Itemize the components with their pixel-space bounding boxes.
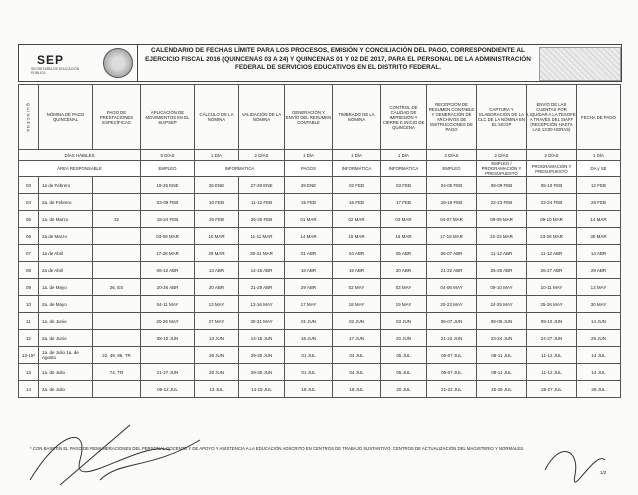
table-cell: 18 MAY — [333, 296, 381, 313]
days-cell: 2 DÍAS — [239, 150, 285, 161]
logo-text: SEP — [37, 53, 65, 67]
table-cell: 04-05 FEB — [427, 177, 477, 194]
table-cell: 06 — [19, 228, 39, 245]
col-header: CAPTURA Y ELABORACIÓN DE LA CLC DE LA NÓMINA EN EL SICOP — [477, 85, 527, 150]
table-cell: 02 FEB — [333, 177, 381, 194]
days-cell: 2 DÍAS — [477, 150, 527, 161]
page-number: 1/2 — [600, 470, 607, 475]
table-cell: 18-24 FEB — [141, 211, 195, 228]
table-row — [19, 228, 621, 245]
table-cell: 29 ABR — [285, 279, 333, 296]
table-cell: 03 — [19, 177, 39, 194]
table-cell: 20-26 ABR — [141, 279, 195, 296]
table-cell: 05-10 FEB — [527, 177, 577, 194]
table-cell: 14 JUL — [577, 347, 621, 364]
resp-cell: PAGOS — [285, 161, 333, 177]
col-header: VALIDACIÓN DE LA NÓMINA — [239, 85, 285, 150]
table-cell: 30-31 MAR — [239, 245, 285, 262]
table-cell: 1a. de Julio — [39, 364, 93, 381]
table-cell: 07 — [19, 245, 39, 262]
col-header: CONTROL DE CALIDAD DE IMPRESIÓN Y CIERRE E INICIO DE QUINCENA — [381, 85, 427, 150]
table-row — [19, 347, 621, 364]
table-cell: 17-28 MAR — [141, 245, 195, 262]
table-cell: 20 JUL — [381, 381, 427, 398]
table-cell: 02 MAR — [333, 211, 381, 228]
table-cell: 21-28 ABR — [239, 279, 285, 296]
table-cell: 05 ABR — [381, 245, 427, 262]
resp-cell: INFORMÁTICA — [381, 161, 427, 177]
table-row — [19, 330, 621, 347]
table-cell: 04 — [19, 194, 39, 211]
table-cell: 01 JUL — [285, 364, 333, 381]
table-cell: 22-23 FEB — [477, 194, 527, 211]
resp-cell: EMPLEO — [427, 161, 477, 177]
table-cell: 20-23 MAY — [427, 296, 477, 313]
table-cell: 08 — [19, 262, 39, 279]
table-cell: 19 JUL — [333, 381, 381, 398]
table-cell: 13-16 MAY — [239, 296, 285, 313]
table-cell: 06-12 ABR — [141, 262, 195, 279]
table-cell: 19-25 ENE — [141, 177, 195, 194]
table-cell: 08-08 JUN — [477, 313, 527, 330]
table-cell: 15 MAR — [333, 228, 381, 245]
days-cell: 2 DÍAS — [527, 150, 577, 161]
table-cell: 14 MAR — [577, 211, 621, 228]
table-cell: 05 JUL — [381, 347, 427, 364]
col-header: FECHA DE PAGO — [577, 85, 621, 150]
table-cell: 29-30 JUN — [239, 347, 285, 364]
table-cell: 74, TR — [93, 364, 141, 381]
table-cell — [93, 296, 141, 313]
table-row — [19, 313, 621, 330]
table-cell: 21-22 JUL — [427, 381, 477, 398]
table-cell: 23-24 JUN — [477, 330, 527, 347]
table-cell: 08-11 JUL — [477, 347, 527, 364]
table-cell: 11-12 FEB — [239, 194, 285, 211]
calendar-table — [18, 84, 621, 398]
days-label: DÍAS HÁBILES — [19, 150, 141, 161]
days-cell: 1 DÍA — [195, 150, 239, 161]
table-cell: 06-12 JUL — [141, 381, 195, 398]
table-cell: 2a. de Mayo — [39, 296, 93, 313]
table-cell: 30 MAY — [577, 296, 621, 313]
document-header — [18, 44, 622, 82]
table-cell: 03 JUN — [381, 313, 427, 330]
table-cell: 06-07 JUL — [427, 364, 477, 381]
table-cell: 29 JUL — [577, 381, 621, 398]
days-row — [19, 150, 621, 161]
table-cell: 02 JUN — [333, 313, 381, 330]
col-header: TIMBRADO DE LA NÓMINA — [333, 85, 381, 150]
resp-cell: DA y SE — [577, 161, 621, 177]
table-cell: 1a de Febrero — [39, 177, 93, 194]
table-cell: 08-09 MAR — [477, 211, 527, 228]
table-cell: 04 JUL — [333, 347, 381, 364]
table-cell: 25-26 JUL — [477, 381, 527, 398]
table-cell: 04 JUL — [333, 364, 381, 381]
table-cell: 08-10 JUN — [141, 330, 195, 347]
table-cell: 1a. de Marzo — [39, 211, 93, 228]
table-cell — [93, 381, 141, 398]
table-cell: 01 JUN — [285, 313, 333, 330]
table-cell: 13 MAY — [195, 296, 239, 313]
table-cell: 03 FEB — [381, 177, 427, 194]
table-cell — [93, 177, 141, 194]
table-cell: 09-10 MAY — [477, 279, 527, 296]
table-cell: 2a.de Marzo — [39, 228, 93, 245]
table-cell: 18 ABR — [285, 262, 333, 279]
resp-cell: EMPLEO / PROGRAMACIÓN Y PRESUPUESTO — [477, 161, 527, 177]
table-cell: 2a. de Julio — [39, 381, 93, 398]
table-cell: 25-26 ABR — [477, 262, 527, 279]
table-cell: 01 ABR — [285, 245, 333, 262]
table-cell: 21-22 ABR — [427, 262, 477, 279]
table-cell: 1a. de Junio — [39, 313, 93, 330]
table-cell: 30 MAR — [577, 228, 621, 245]
table-cell: 19 MAY — [381, 296, 427, 313]
col-header: PAGO DE PRESTACIONES ESPECÍFICAS — [93, 85, 141, 150]
table-cell: 03 MAR — [381, 211, 427, 228]
table-cell: 14-15 JUL — [239, 381, 285, 398]
table-cell: 02 MAY — [333, 279, 381, 296]
table-cell: 10 — [19, 296, 39, 313]
table-cell: 18 JUL — [285, 381, 333, 398]
table-cell: 14-15 JUN — [239, 330, 285, 347]
table-cell: 10 MAR — [195, 228, 239, 245]
table-cell: 20 ABR — [195, 279, 239, 296]
days-cell: 1 DÍA — [285, 150, 333, 161]
table-cell: 06-07 ABR — [427, 245, 477, 262]
table-cell: 26-25 FEB — [239, 211, 285, 228]
table-cell — [93, 330, 141, 347]
table-cell: 05 — [19, 211, 39, 228]
table-cell: 04-06 MAY — [427, 279, 477, 296]
table-cell: 29 ENE — [285, 177, 333, 194]
table-cell: 03-09 FEB — [141, 194, 195, 211]
table-cell: 26 ENE — [195, 177, 239, 194]
table-cell: 10-11 MAY — [527, 279, 577, 296]
table-cell: 27-28 ENE — [239, 177, 285, 194]
resp-label: ÁREA RESPONSABLE — [19, 161, 141, 177]
table-cell: 21-22 JUN — [427, 330, 477, 347]
table-cell: 03 MAY — [381, 279, 427, 296]
table-cell: 32 — [93, 211, 141, 228]
col-header: Q U I N C E N A — [19, 85, 39, 150]
table-cell: 30-31 MAY — [239, 313, 285, 330]
table-cell: 19 ABR — [333, 262, 381, 279]
table-cell: 25 FEB — [195, 211, 239, 228]
table-cell: 04-07 MAR — [427, 211, 477, 228]
header-row — [19, 85, 621, 150]
table-cell: 14 MAR — [285, 228, 333, 245]
table-cell: 03-09 MAR — [141, 228, 195, 245]
table-cell: 16 JUN — [285, 330, 333, 347]
table-row — [19, 177, 621, 194]
table-cell — [93, 245, 141, 262]
table-cell: 11-12 JUL — [527, 347, 577, 364]
document-title: CALENDARIO DE FECHAS LÍMITE PARA LOS PROCESOS, EMISIÓN Y CONCILIACIÓN DEL PAGO, CORRESPONDIENTE AL EJERCICIO FISCAL 2016 (QUINCENAS 03 A 24) Y QUINCENAS 01 Y 02 DE 2017, PARA EL PERSONAL DE LA ADMINISTRACIÓN FEDERAL DE SERVICIOS EDUCATIVOS EN EL DISTRITO FEDERAL. — [145, 47, 531, 72]
table-cell: 2a de Abril — [39, 262, 93, 279]
table-cell: 13-15* — [19, 347, 39, 364]
table-cell: 17 JUN — [333, 330, 381, 347]
table-cell: 11-12 ABR — [527, 245, 577, 262]
table-cell: 14 JUN — [577, 313, 621, 330]
table-cell: 17 FEB — [381, 194, 427, 211]
seal-icon — [103, 48, 133, 78]
resp-cell: EMPLEO — [141, 161, 195, 177]
table-cell: 15 FEB — [285, 194, 333, 211]
table-cell: 11 — [19, 313, 39, 330]
table-cell: 14-15 ABR — [239, 262, 285, 279]
table-cell: 04 ABR — [333, 245, 381, 262]
table-cell: 13 — [19, 364, 39, 381]
col-header: CÁLCULO DE LA NÓMINA — [195, 85, 239, 150]
table-cell: 20 ABR — [381, 262, 427, 279]
col-header: NÓMINA DE PAGO QUINCENAL — [39, 85, 93, 150]
responsible-row — [19, 161, 621, 177]
table-cell: 25-26 MAY — [527, 296, 577, 313]
table-cell: 1a. de Julio 1a. de Agosto — [39, 347, 93, 364]
table-cell: 21-27 JUN — [141, 364, 195, 381]
table-cell — [93, 194, 141, 211]
table-cell: 18-19 FEB — [427, 194, 477, 211]
table-cell: 13 MAY — [577, 279, 621, 296]
table-cell: 09-10 JUN — [527, 313, 577, 330]
table-cell: 12 — [19, 330, 39, 347]
table-cell: 26, ES — [93, 279, 141, 296]
table-cell: 14 JUL — [577, 364, 621, 381]
table-cell: 06-07 JUN — [427, 313, 477, 330]
table-cell: 29 ABR — [577, 262, 621, 279]
table-cell: 28 JUN — [195, 364, 239, 381]
table-cell: 11-12 ABR — [477, 245, 527, 262]
table-cell — [93, 228, 141, 245]
table-cell: 08-09 FEB — [477, 177, 527, 194]
table-cell: 09-10 MAR — [527, 211, 577, 228]
table-cell: 14 — [19, 381, 39, 398]
table-cell: 29 MAR — [195, 245, 239, 262]
resp-cell: PROGRAMACIÓN Y PRESUPUESTO — [527, 161, 577, 177]
days-cell: 1 DÍA — [333, 150, 381, 161]
table-cell — [93, 313, 141, 330]
table-cell: 1a de Abril — [39, 245, 93, 262]
table-cell: 26-27 JUL — [527, 381, 577, 398]
table-cell: 14 ABR — [577, 245, 621, 262]
table-cell: 23-28 MAR — [527, 228, 577, 245]
col-header: GENERACIÓN Y ENVÍO DEL RESUMEN CONTABLE — [285, 85, 333, 150]
col-header: APLICACIÓN DE MOVIMIENTOS EN EL SIAPSEP — [141, 85, 195, 150]
col-header: ENVÍO DE LAS CUENTAS POR LIQUIDAR A LA TESOFE A TRAVÉS DEL SIAFF (RECEPCIÓN HASTA LAS 13:00 HORAS) — [527, 85, 577, 150]
table-cell: 13 ABR — [195, 262, 239, 279]
table-cell: 24-27 JUN — [527, 330, 577, 347]
table-cell: 12 FEB — [577, 177, 621, 194]
logo-subtext: SECRETARÍA DE EDUCACIÓN PÚBLICA — [31, 67, 80, 75]
table-cell: 26 FEB — [577, 194, 621, 211]
table-cell: 26-27 ABR — [527, 262, 577, 279]
table-cell: 27 MAY — [195, 313, 239, 330]
table-cell: 22-23 MAR — [477, 228, 527, 245]
table-cell: 13 JUL — [195, 381, 239, 398]
table-cell: 01 MAR — [285, 211, 333, 228]
table-cell: 17-18 MAR — [427, 228, 477, 245]
table-cell: 16 MAR — [381, 228, 427, 245]
signature-icon — [540, 430, 610, 490]
sep-logo — [19, 45, 138, 81]
table-cell: 23-24 FEB — [527, 194, 577, 211]
table-cell: 20-26 MAY — [141, 313, 195, 330]
table-cell: 2a. de Junio — [39, 330, 93, 347]
table-row — [19, 194, 621, 211]
days-cell: 2 DÍAS — [427, 150, 477, 161]
table-cell: 16 FEB — [333, 194, 381, 211]
table-cell: 20 JUN — [381, 330, 427, 347]
footnote: * CON BASE EN EL PAGO DE REMUNERACIONES DEL PERSONAL DOCENTE Y DE APOYO Y ASISTENCIA A LA EDUCACIÓN ADSCRITO EN CENTROS DE TRABAJO SUSTANTIVO, CENTROS DE ACTUALIZACIÓN DEL MAGISTERIO Y NORMALES. — [30, 446, 525, 451]
table-cell: 06-07 JUL — [427, 347, 477, 364]
table-row — [19, 245, 621, 262]
table-cell: 01 JUL — [285, 347, 333, 364]
table-cell: 17 MAY — [285, 296, 333, 313]
table-cell: 24-25 MAY — [477, 296, 527, 313]
table-cell: 11-11 MAR — [239, 228, 285, 245]
table-cell — [141, 347, 195, 364]
days-cell: 5 DÍAS — [141, 150, 195, 161]
days-cell: 1 DÍA — [381, 150, 427, 161]
table-cell: 13 JUN — [195, 330, 239, 347]
table-cell — [93, 262, 141, 279]
table-cell: 10 FEB — [195, 194, 239, 211]
stamp-icon — [539, 47, 621, 81]
table-cell: 22, 49, 86, TR — [93, 347, 141, 364]
table-cell: 05 JUL — [381, 364, 427, 381]
resp-cell: INFORMÁTICA — [333, 161, 381, 177]
table-cell: 11-12 JUL — [527, 364, 577, 381]
table-row — [19, 381, 621, 398]
table-cell: 2a. de Febrero — [39, 194, 93, 211]
table-row — [19, 364, 621, 381]
table-row — [19, 211, 621, 228]
table-cell: 28 JUN — [195, 347, 239, 364]
signature-icon — [20, 420, 220, 490]
resp-cell: INFORMÁTICA — [195, 161, 285, 177]
table-cell: 09 — [19, 279, 39, 296]
table-cell: 29 JUN — [577, 330, 621, 347]
col-header: RECEPCIÓN DE RESUMEN CONTABLE Y GENERACIÓN DE ARCHIVOS DE INSTRUCCIONES DE PAGO — [427, 85, 477, 150]
table-row — [19, 279, 621, 296]
table-cell: 1a. de Mayo — [39, 279, 93, 296]
table-cell: 29-30 JUN — [239, 364, 285, 381]
table-cell: 08-11 JUL — [477, 364, 527, 381]
days-cell: 1 DÍA — [577, 150, 621, 161]
table-cell: 04-11 MAY — [141, 296, 195, 313]
table-row — [19, 296, 621, 313]
table-row — [19, 262, 621, 279]
